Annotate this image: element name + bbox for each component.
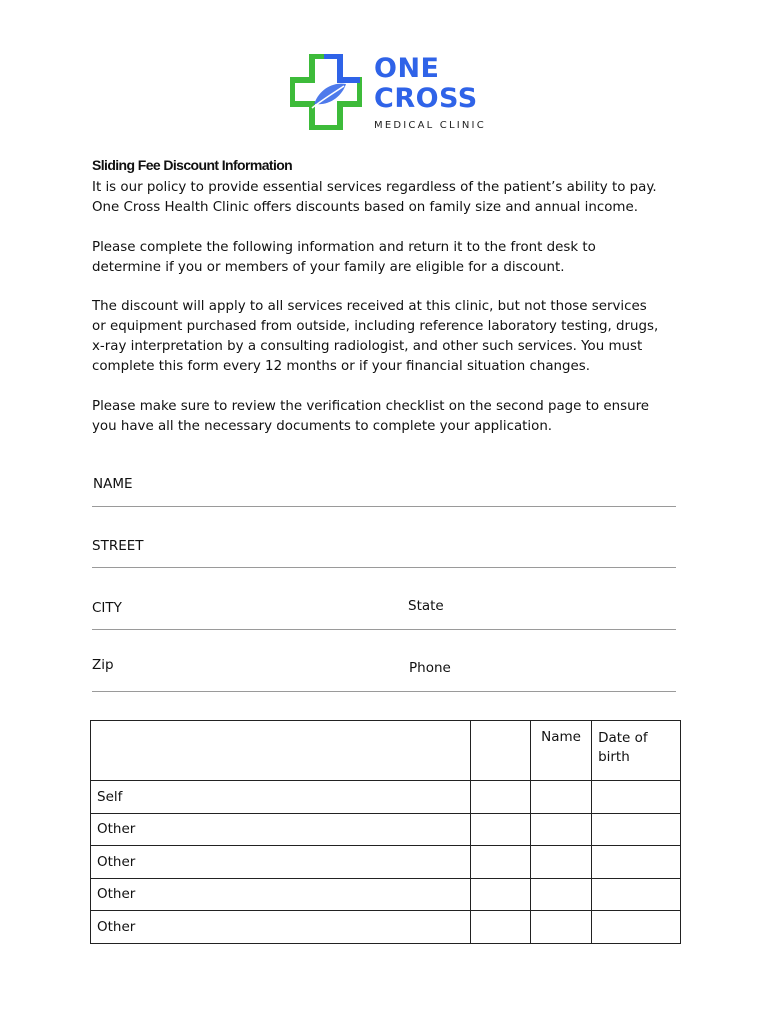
- text-line: or equipment purchased from outside, including reference laboratory testing, drugs,: [92, 319, 659, 334]
- policy-paragraph: [92, 178, 657, 218]
- member-name-cell[interactable]: [531, 911, 592, 944]
- member-name-cell[interactable]: [531, 781, 592, 814]
- member-name-cell[interactable]: [531, 846, 592, 879]
- member-label: Other: [91, 878, 471, 911]
- member-label: Other: [91, 846, 471, 879]
- table-cell[interactable]: [471, 846, 531, 879]
- header-cell: [471, 721, 531, 781]
- text-line: determine if you or members of your family are eligible for a discount.: [92, 260, 565, 275]
- table-cell[interactable]: [471, 781, 531, 814]
- text-line: Please complete the following information and return it to the front desk to: [92, 240, 596, 255]
- city-label: CITY: [92, 600, 122, 616]
- table-header-row: [91, 721, 681, 781]
- instructions-paragraph: [92, 238, 596, 278]
- phone-label: Phone: [409, 660, 451, 676]
- table-row: [91, 781, 681, 814]
- member-label: Other: [91, 813, 471, 846]
- text-line: One Cross Health Clinic offers discounts based on family size and annual income.: [92, 200, 638, 215]
- header-name: Name: [531, 721, 592, 781]
- table-row: [91, 911, 681, 944]
- state-label: State: [408, 598, 444, 614]
- text-line: It is our policy to provide essential services regardless of the patient’s ability to pay.: [92, 180, 657, 195]
- table-cell[interactable]: [471, 911, 531, 944]
- text-line: The discount will apply to all services received at this clinic, but not those services: [92, 299, 647, 314]
- name-field[interactable]: [92, 506, 676, 507]
- member-label: Self: [91, 781, 471, 814]
- table-cell[interactable]: [471, 813, 531, 846]
- text-line: complete this form every 12 months or if your financial situation changes.: [92, 359, 590, 374]
- zip-phone-field[interactable]: [92, 691, 676, 692]
- table-row: [91, 813, 681, 846]
- section-heading: Sliding Fee Discount Information: [92, 157, 293, 173]
- table-row: [91, 846, 681, 879]
- zip-label: Zip: [92, 657, 114, 673]
- member-name-cell[interactable]: [531, 813, 592, 846]
- table-cell[interactable]: [471, 878, 531, 911]
- member-dob-cell[interactable]: [592, 878, 681, 911]
- table-row: [91, 878, 681, 911]
- header-date-of-birth: Date of birth: [592, 721, 681, 781]
- checklist-paragraph: [92, 397, 649, 437]
- clinic-logo: [290, 54, 490, 134]
- discount-paragraph: [92, 297, 658, 377]
- member-dob-cell[interactable]: [592, 911, 681, 944]
- logo-subtitle: MEDICAL CLINIC: [374, 120, 486, 131]
- medical-cross-icon: [290, 54, 362, 130]
- header-cell: [91, 721, 471, 781]
- logo-word-cross: CROSS: [374, 83, 478, 114]
- name-label: NAME: [93, 476, 133, 492]
- street-label: STREET: [92, 538, 144, 554]
- text-line: x-ray interpretation by a consulting radiologist, and other such services. You must: [92, 339, 643, 354]
- member-dob-cell[interactable]: [592, 846, 681, 879]
- household-members-table: [90, 720, 681, 944]
- member-label: Other: [91, 911, 471, 944]
- logo-word-one: ONE: [374, 53, 440, 84]
- text-line: Please make sure to review the verification checklist on the second page to ensure: [92, 399, 650, 414]
- member-name-cell[interactable]: [531, 878, 592, 911]
- member-dob-cell[interactable]: [592, 813, 681, 846]
- street-field[interactable]: [92, 567, 676, 568]
- city-state-field[interactable]: [92, 629, 676, 630]
- member-dob-cell[interactable]: [592, 781, 681, 814]
- text-line: you have all the necessary documents to complete your application.: [92, 419, 553, 434]
